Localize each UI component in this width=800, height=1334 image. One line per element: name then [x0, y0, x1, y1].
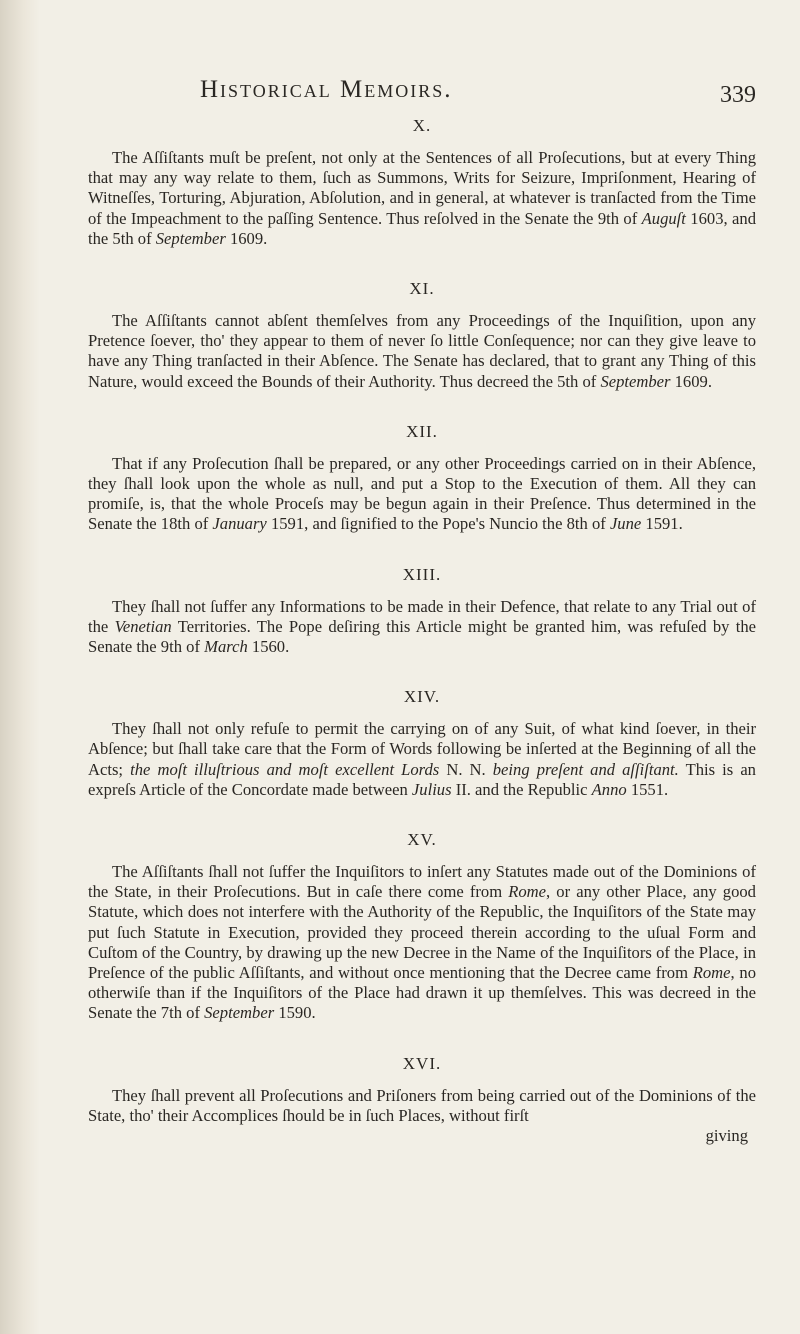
article-text	[88, 1086, 756, 1126]
italic-run: September	[204, 1003, 275, 1023]
article-number: XIII.	[402, 564, 442, 584]
italic-run: Anno	[591, 779, 627, 799]
text-run: They ſhall not ſuffer any Informations to be made in their Defence, that relate to any Trial out of the	[88, 596, 756, 636]
text-run: That if any Proſecution ſhall be prepared, or any other Proceedings carried on in their Abſence, they ſhall look upon the whole as null, and put a Stop to the Execution of them. All they can promiſe, is, that the whole Proceſs may be begun again in their Preſence. Thus determined in the Senate the 18th of	[88, 453, 756, 534]
text-run: Territories. The Pope deſiring this Article might be granted him, was refuſed by the Senate the 9th of	[88, 616, 756, 657]
article-text	[88, 862, 756, 1024]
text-run: This is an expreſs Article of the Concordate made between	[88, 759, 756, 799]
text-run: 1609.	[225, 228, 268, 248]
article	[88, 687, 756, 800]
article	[88, 1054, 756, 1126]
article-list	[88, 116, 756, 1126]
text-run: , or any other Place, any good Statute, which does not interfere with the Authority of the Republic, the Inquiſitors of the State may put ſuch Statute in Execution, provided they proceed therein according to the uſual Form and Cuſtom of the Country, by drawing up the new Decree in the Name of the Inquiſitors of the Place, in Preſence of the public Aſſiſtants, and without once mentioning that the Decree came from	[88, 882, 756, 983]
text-run: The Aſſiſtants muſt be preſent, not only at the Sentences of all Proſecutions, but at every Thing that may any way relate to them, ſuch as Summons, Writs for Seizure, Impriſonment, Hearing of Witneſſes, Torturing, Abjuration, Abſolution, and in general, at whatever is tranſacted from the Time of the Impeachment to the paſſing Sentence. Thus reſolved in the Senate the 9th of	[88, 148, 756, 228]
page-number: 339	[720, 82, 756, 108]
text-run: 1560.	[247, 637, 290, 657]
italic-run: September	[600, 371, 671, 391]
text-run: 1551.	[626, 779, 669, 799]
catchword: giving	[705, 1126, 748, 1146]
article-number: XII.	[406, 421, 438, 441]
text-run: 1591.	[641, 514, 683, 534]
italic-run: Rome	[692, 963, 731, 983]
text-run: , no otherwiſe than if the Inquiſitors of the Place had drawn it up themſelves. This was decreed in the Senate the 7th of	[88, 963, 756, 1023]
italic-run: June	[609, 514, 642, 534]
italic-run: Venetian	[114, 616, 172, 636]
italic-run: September	[155, 228, 226, 248]
article	[88, 422, 756, 535]
article	[88, 830, 756, 1024]
article-number: XVI.	[402, 1053, 442, 1073]
italic-run: the moſt illuſtrious and moſt excellent Lords	[130, 759, 440, 779]
text-run: 1591, and ſignified to the Pope's Nuncio the 8th of	[266, 514, 610, 534]
text-run: The Aſſiſtants cannot abſent themſelves from any Proceedings of the Inquiſition, upon any Pretence ſoever, tho' they appear to them of never ſo little Conſequence; nor can they give leave to have any Thing tranſacted in their Abſence. The Senate has declared, that to grant any Thing of this Nature, would exceed the Bounds of their Authority. Thus decreed the 5th of	[88, 311, 756, 391]
text-run: II. and the Republic	[451, 779, 592, 799]
italic-run: being preſent and aſſiſtant.	[492, 759, 679, 779]
text-run: 1590.	[274, 1003, 316, 1023]
italic-run: Rome	[508, 882, 547, 902]
article	[88, 116, 756, 249]
article	[88, 279, 756, 392]
article-text	[88, 597, 756, 658]
article-number: XIV.	[403, 687, 441, 707]
article-text	[88, 311, 756, 392]
article-number: XV.	[407, 830, 437, 850]
running-head	[88, 68, 756, 108]
italic-run: Julius	[411, 779, 452, 799]
text-run: The Aſſiſtants ſhall not ſuffer the Inquiſitors to inſert any Statutes made out of the Dominions of the State, in their Proſecutions. But in caſe there come from	[88, 862, 756, 902]
article-text	[88, 454, 756, 535]
article-number: X.	[412, 116, 432, 135]
text-run: 1609.	[670, 371, 712, 391]
article	[88, 565, 756, 658]
article-number: XI.	[409, 279, 435, 299]
book-page	[88, 68, 756, 1146]
text-run: They ſhall prevent all Proſecutions and Priſoners from being carried out of the Dominions of the State, tho' their Accomplices ſhould be in ſuch Places, without firſt	[88, 1085, 756, 1125]
page-binding-shadow	[0, 0, 40, 1334]
text-run: 1603, and the 5th of	[88, 208, 756, 248]
text-run: N. N.	[439, 759, 493, 779]
running-head-title: Historical Memoirs.	[200, 76, 453, 103]
italic-run: January	[212, 514, 267, 534]
article-text	[88, 148, 756, 249]
text-run: They ſhall not only refuſe to permit the carrying on of any Suit, of what kind ſoever, in their Abſence; but ſhall take care that the Form of Words following be inſerted at the Beginning of all the Acts;	[88, 719, 756, 779]
italic-run: Auguſt	[641, 208, 686, 228]
article-text	[88, 719, 756, 800]
italic-run: March	[204, 637, 248, 657]
